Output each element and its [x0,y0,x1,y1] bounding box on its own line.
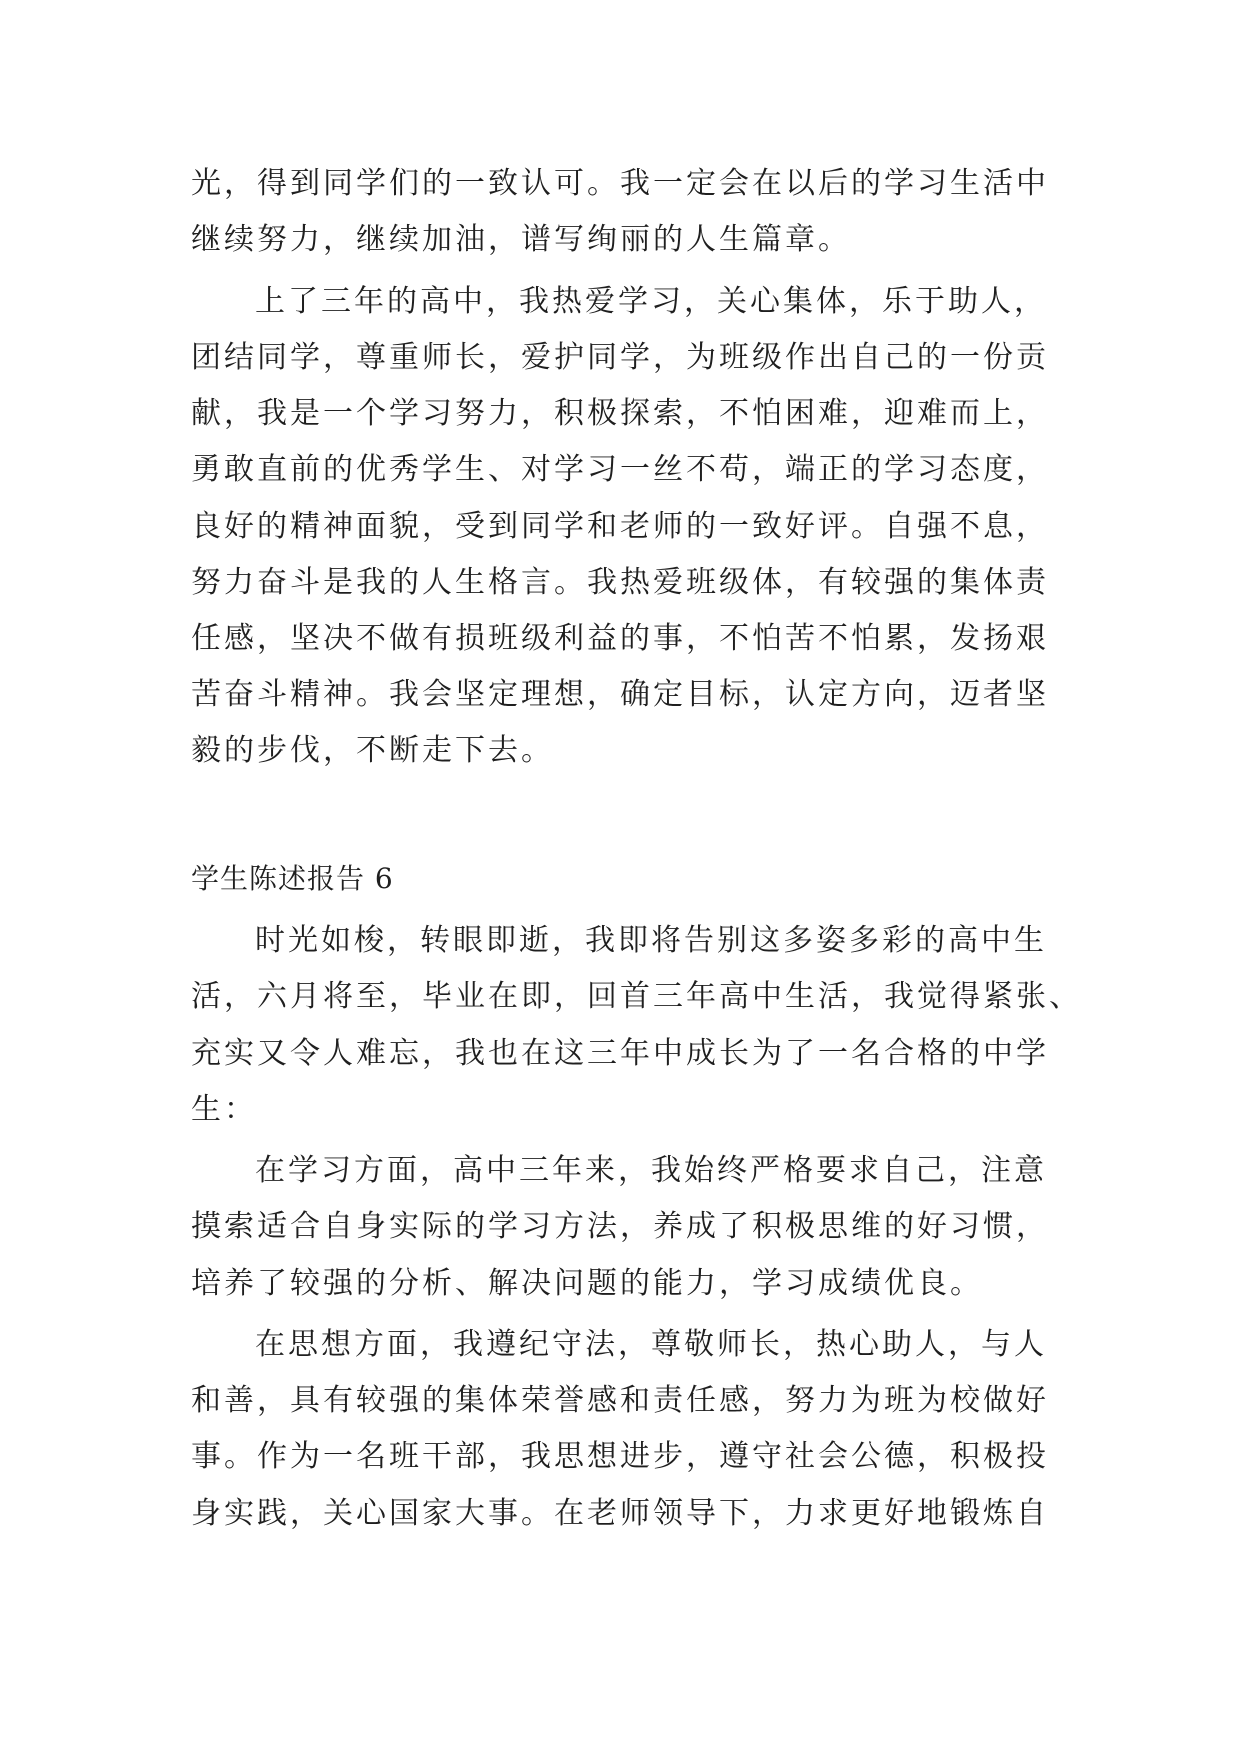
paragraph-line: 苦奋斗精神。我会坚定理想，确定目标，认定方向，迈者坚 [191,677,1049,712]
paragraph-line: 活，六月将至，毕业在即，回首三年高中生活，我觉得紧张、 [191,979,1082,1014]
paragraph-line: 光，得到同学们的一致认可。我一定会在以后的学习生活中 [191,166,1049,201]
paragraph-line: 摸索适合自身实际的学习方法，养成了积极思维的好习惯， [191,1209,1049,1244]
paragraph-line: 在学习方面，高中三年来，我始终严格要求自己，注意 [255,1153,1047,1188]
paragraph-line: 继续努力，继续加油，谱写绚丽的人生篇章。 [191,222,851,257]
paragraph-line: 和善，具有较强的集体荣誉感和责任感，努力为班为校做好 [191,1383,1049,1418]
paragraph-line: 充实又令人难忘，我也在这三年中成长为了一名合格的中学 [191,1036,1049,1071]
section-heading: 学生陈述报告 6 [191,862,394,895]
paragraph-line: 上了三年的高中，我热爱学习，关心集体，乐于助人， [255,284,1047,319]
paragraph-line: 努力奋斗是我的人生格言。我热爱班级体，有较强的集体责 [191,565,1049,600]
paragraph-line: 在思想方面，我遵纪守法，尊敬师长，热心助人，与人 [255,1327,1047,1362]
paragraph-line: 毅的步伐，不断走下去。 [191,733,554,768]
paragraph-line: 时光如梭，转眼即逝，我即将告别这多姿多彩的高中生 [255,923,1047,958]
paragraph-line: 身实践，关心国家大事。在老师领导下，力求更好地锻炼自 [191,1496,1049,1531]
paragraph-line: 团结同学，尊重师长，爱护同学，为班级作出自己的一份贡 [191,340,1049,375]
paragraph-line: 勇敢直前的优秀学生、对学习一丝不苟，端正的学习态度， [191,452,1049,487]
paragraph-line: 良好的精神面貌，受到同学和老师的一致好评。自强不息， [191,509,1049,544]
paragraph-line: 献，我是一个学习努力，积极探索，不怕困难，迎难而上， [191,396,1049,431]
paragraph-line: 事。作为一名班干部，我思想进步，遵守社会公德，积极投 [191,1439,1049,1474]
paragraph-line: 任感，坚决不做有损班级利益的事，不怕苦不怕累，发扬艰 [191,621,1049,656]
paragraph-line: 培养了较强的分析、解决问题的能力，学习成绩优良。 [191,1266,983,1301]
paragraph-line: 生： [191,1092,257,1127]
